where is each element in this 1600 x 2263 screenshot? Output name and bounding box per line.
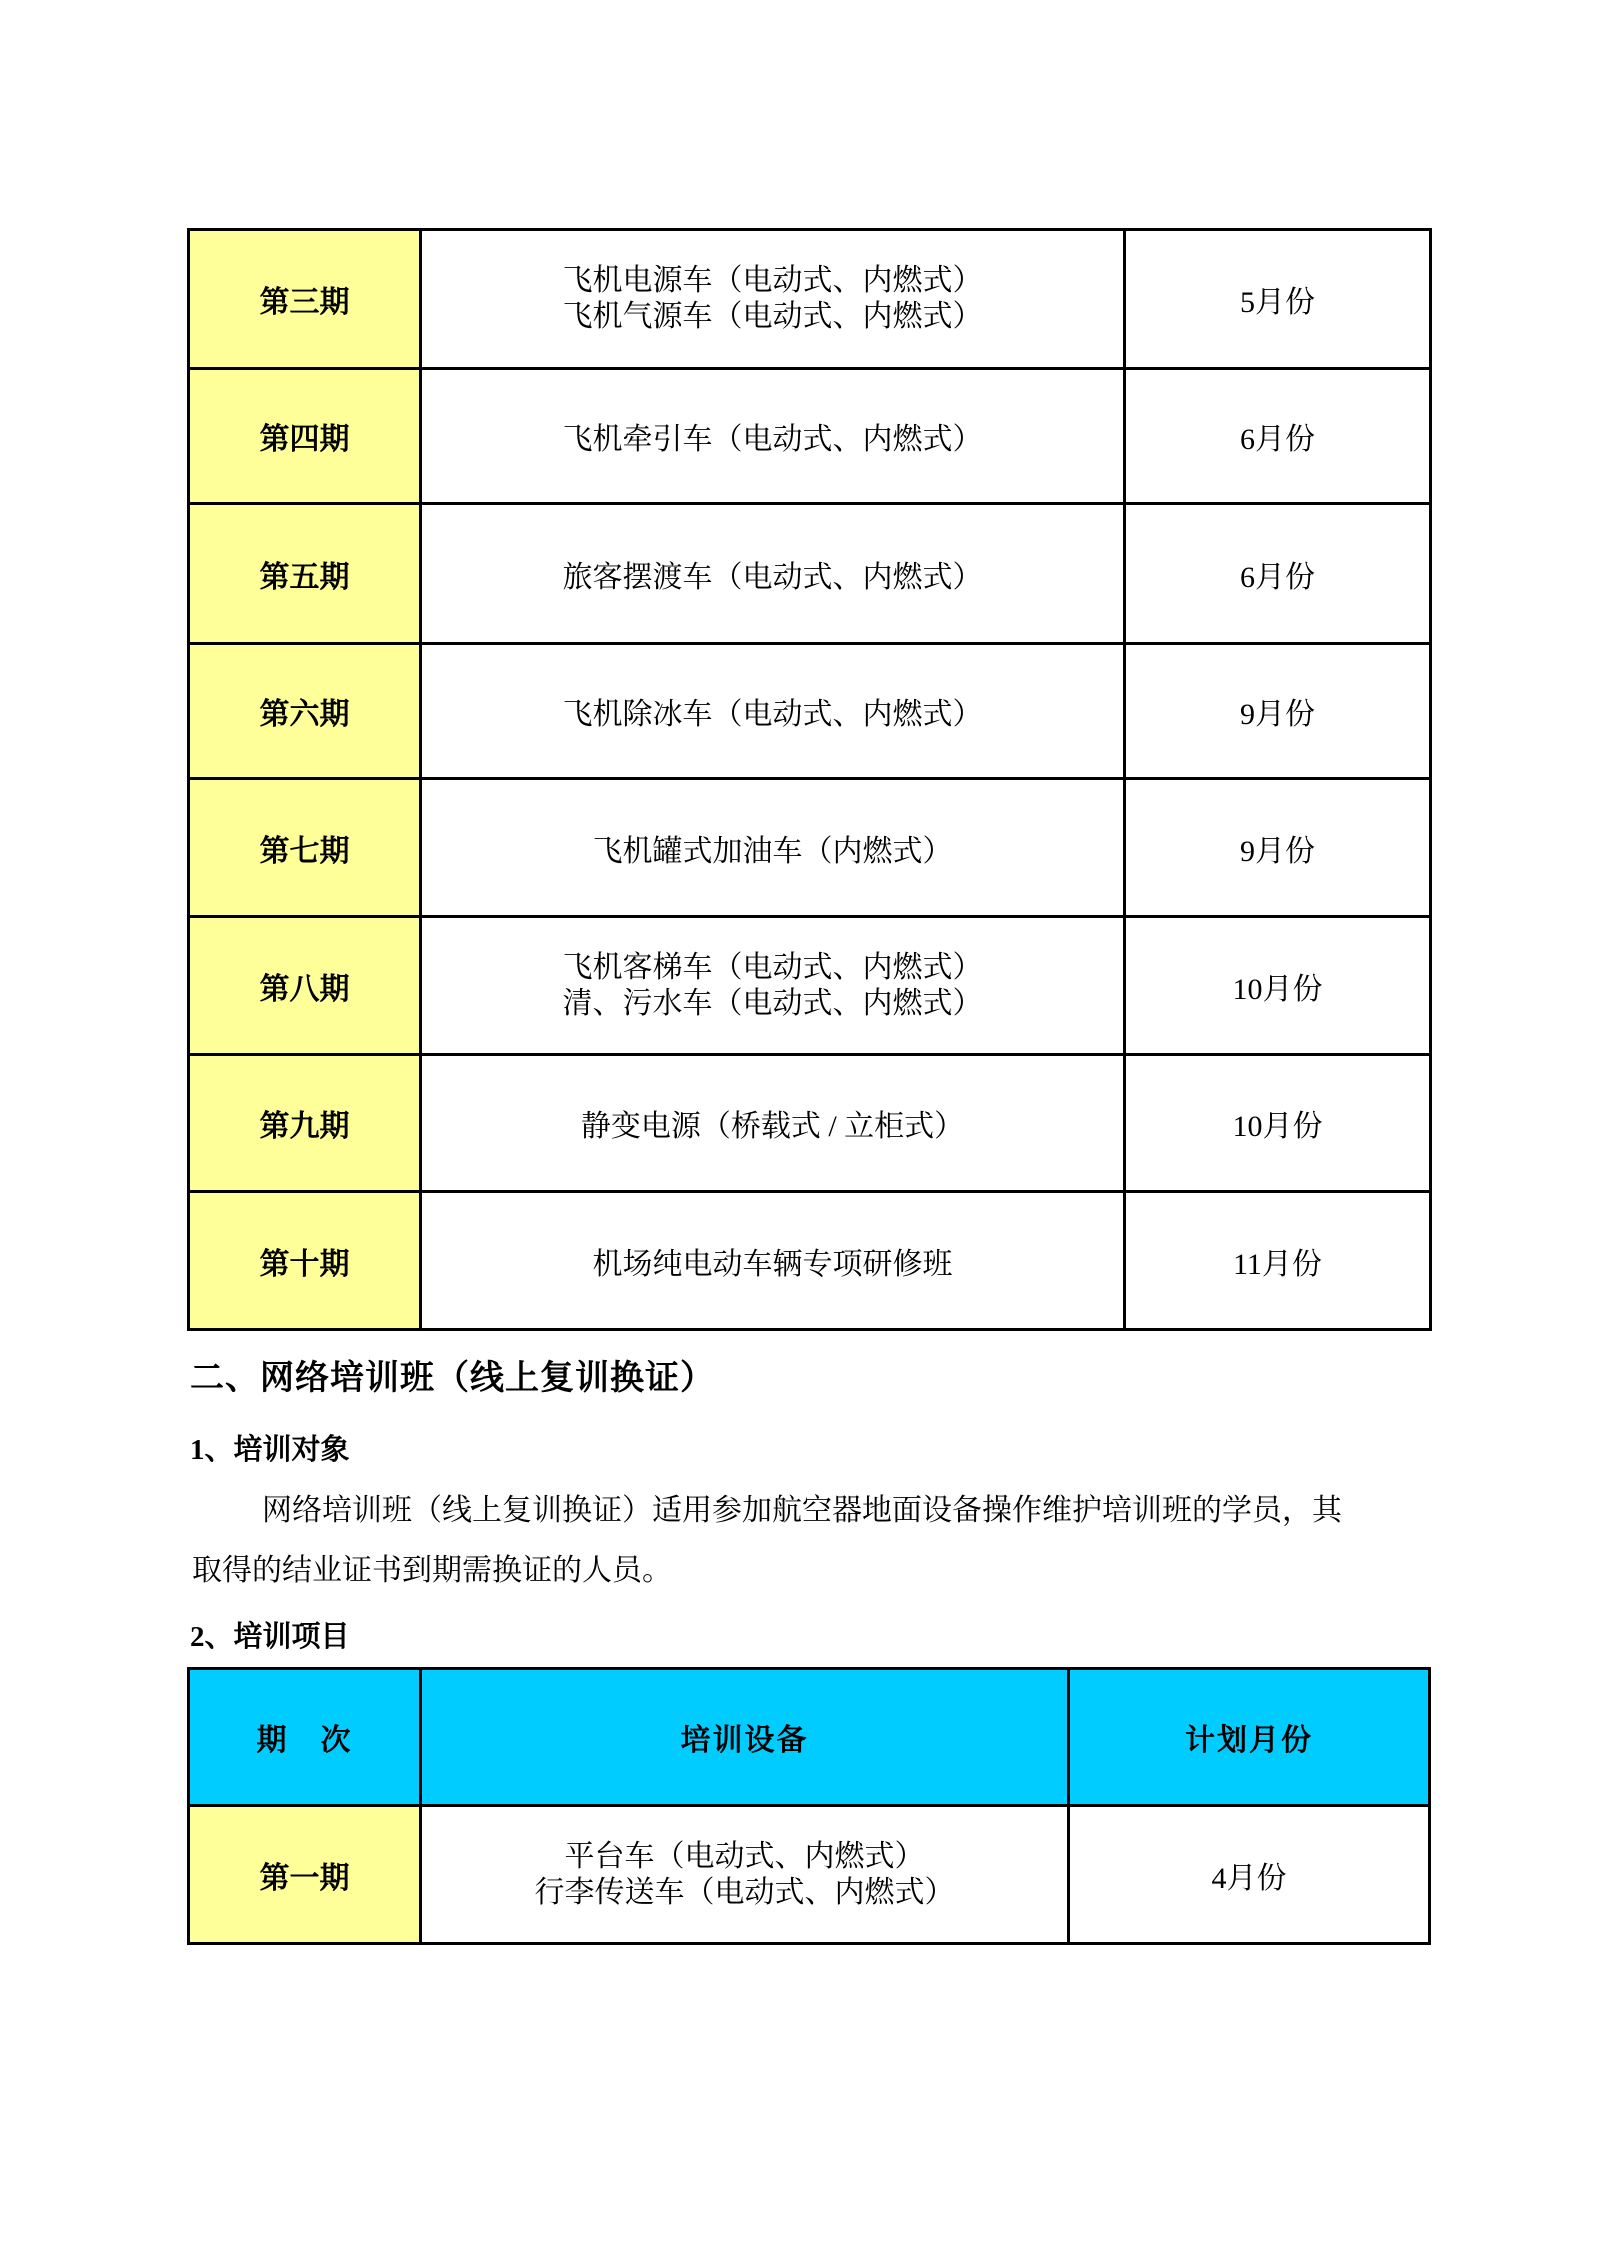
equipment-line: 飞机电源车（电动式、内燃式）: [562, 264, 983, 297]
paragraph-line: 取得的结业证书到期需换证的人员。: [192, 1554, 672, 1587]
header-cell-period: 期 次: [189, 1669, 421, 1806]
month-cell: 6月份: [1125, 369, 1431, 504]
period-cell: 第八期: [189, 917, 421, 1055]
table-row: [189, 917, 1431, 1055]
section-heading: 二、网络培训班（线上复训换证）: [190, 1360, 715, 1397]
header-cell-month: 计划月份: [1069, 1669, 1430, 1806]
period-cell: 第九期: [189, 1055, 421, 1192]
period-cell: 第三期: [189, 230, 421, 369]
subsection-heading-training-items: 2、培训项目: [190, 1621, 350, 1653]
period-cell: 第七期: [189, 779, 421, 917]
table-row: [189, 1055, 1431, 1192]
month-cell: 5月份: [1125, 230, 1431, 369]
equipment-line: 飞机气源车（电动式、内燃式）: [562, 300, 983, 333]
month-cell: 4月份: [1069, 1806, 1430, 1944]
table-header-row: [189, 1669, 1430, 1806]
table-row: [189, 1192, 1431, 1330]
equipment-line: 飞机客梯车（电动式、内燃式）: [562, 950, 983, 984]
month-cell: 11月份: [1125, 1192, 1431, 1330]
period-cell: 第十期: [189, 1192, 421, 1330]
period-cell: 第五期: [189, 504, 421, 644]
equipment-cell: [421, 917, 1125, 1055]
equipment-cell: 机场纯电动车辆专项研修班: [421, 1192, 1125, 1330]
equipment-line: 清、污水车（电动式、内燃式）: [562, 986, 983, 1020]
header-cell-equipment: 培训设备: [421, 1669, 1069, 1806]
equipment-line: 行李传送车（电动式、内燃式）: [534, 1875, 955, 1909]
month-cell: 9月份: [1125, 644, 1431, 779]
table-row: [189, 779, 1431, 917]
table-row: [189, 369, 1431, 504]
equipment-cell: 飞机罐式加油车（内燃式）: [421, 779, 1125, 917]
online-training-table: [187, 1667, 1431, 1945]
paragraph-line: 网络培训班（线上复训换证）适用参加航空器地面设备操作维护培训班的学员，其: [262, 1494, 1342, 1527]
month-cell: 6月份: [1125, 504, 1431, 644]
equipment-cell: 飞机除冰车（电动式、内燃式）: [421, 644, 1125, 779]
training-schedule-table: [187, 228, 1432, 1331]
equipment-cell: [421, 230, 1125, 369]
table-row: [189, 644, 1431, 779]
equipment-cell: [421, 1806, 1069, 1944]
equipment-line: 平台车（电动式、内燃式）: [564, 1839, 925, 1873]
table-row: [189, 1806, 1430, 1944]
period-cell: 第四期: [189, 369, 421, 504]
period-cell: 第一期: [189, 1806, 421, 1944]
subsection-heading-training-target: 1、培训对象: [190, 1434, 350, 1466]
equipment-cell: 飞机牵引车（电动式、内燃式）: [421, 369, 1125, 504]
month-cell: 10月份: [1125, 917, 1431, 1055]
table-row: [189, 504, 1431, 644]
period-cell: 第六期: [189, 644, 421, 779]
equipment-cell: 旅客摆渡车（电动式、内燃式）: [421, 504, 1125, 644]
training-target-paragraph: [192, 1481, 1472, 1601]
equipment-cell: 静变电源（桥载式 / 立柜式）: [421, 1055, 1125, 1192]
month-cell: 9月份: [1125, 779, 1431, 917]
table-row: [189, 230, 1431, 369]
month-cell: 10月份: [1125, 1055, 1431, 1192]
